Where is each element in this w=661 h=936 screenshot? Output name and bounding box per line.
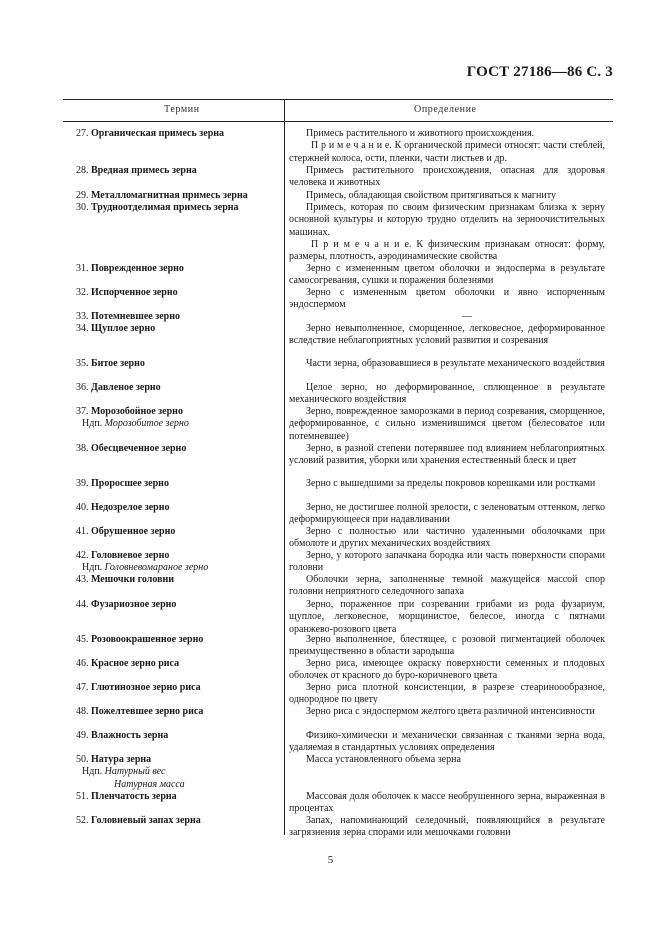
definition-cell bbox=[289, 730, 605, 755]
term-cell bbox=[76, 165, 281, 177]
table-header-rule bbox=[63, 121, 613, 122]
term-cell bbox=[76, 706, 281, 718]
definition-cell bbox=[289, 202, 605, 263]
definition-text: Зерно с вышедшими за пределы покровов корешками или ростками bbox=[306, 478, 596, 489]
column-header-term: Термин bbox=[164, 104, 200, 115]
deprecated-label: Ндп. bbox=[82, 766, 105, 778]
term-name: Пожелтевшее зерно риса bbox=[91, 706, 204, 717]
term-name: Вредная примесь зерна bbox=[91, 165, 197, 176]
term-name: Влажность зерна bbox=[91, 730, 169, 741]
term-number: 28. bbox=[76, 165, 91, 176]
term-cell bbox=[76, 287, 281, 299]
definition-cell bbox=[289, 358, 605, 370]
definition-text: Зерно, пораженное при созревании грибами из рода фузариум, щуплое, легковесное, морщинистое, белесое, иногда с пятнами оранжево-розового цвета bbox=[289, 599, 605, 635]
term-name: Трудноотделимая примесь зерна bbox=[91, 202, 239, 213]
definition-text: Физико-химически и механически связанная с тканями зерна вода, удаляемая в стандартных условиях определения bbox=[289, 730, 605, 754]
definition-text: Зерно риса с эндоспермом желтого цвета различной интенсивности bbox=[306, 706, 595, 717]
term-cell bbox=[76, 323, 281, 335]
term-name: Фузариозное зерно bbox=[91, 599, 177, 610]
definition-cell bbox=[289, 574, 605, 599]
term-name: Глютинозное зерно риса bbox=[91, 682, 201, 693]
term-name: Потемневшее зерно bbox=[91, 311, 181, 322]
definition-cell bbox=[289, 165, 605, 190]
page-number: 5 bbox=[327, 854, 334, 866]
deprecated-term: Натурный вес bbox=[104, 766, 166, 778]
term-number: 38. bbox=[76, 443, 91, 454]
term-name: Головневое зерно bbox=[91, 550, 170, 561]
definition-text: Зерно невыполненное, сморщенное, легковесное, деформированное вследствие неблагоприятных условий развития и созревания bbox=[289, 323, 605, 347]
term-name: Натура зерна bbox=[91, 754, 152, 765]
definition-cell bbox=[289, 815, 605, 840]
term-name: Проросшее зерно bbox=[91, 478, 169, 489]
term-number: 39. bbox=[76, 478, 91, 489]
definition-cell bbox=[289, 526, 605, 551]
definition-cell bbox=[289, 634, 605, 659]
term-name: Головневый запах зерна bbox=[91, 815, 201, 826]
term-cell bbox=[76, 263, 281, 275]
definition-cell bbox=[289, 263, 605, 288]
term-number: 47. bbox=[76, 682, 91, 693]
term-cell bbox=[76, 190, 281, 202]
term-cell bbox=[76, 815, 281, 827]
definition-text: Зерно с измененным цветом оболочки и эндосперма в результате самосогревания, сушки и поражения болезнями bbox=[289, 263, 605, 287]
definition-text: Запах, напоминающий селедочный, появляющийся в результате загрязнения зерна спорами или мешочками головни bbox=[289, 815, 605, 839]
definition-cell bbox=[289, 706, 605, 718]
deprecated-synonym bbox=[76, 766, 281, 778]
definition-note: П р и м е ч а н и е. К физическим признакам относят: форму, размеры, плотность, аэродинамические свойства bbox=[289, 238, 605, 263]
term-number: 30. bbox=[76, 202, 91, 213]
definition-cell bbox=[289, 128, 605, 165]
definition-cell bbox=[289, 478, 605, 490]
term-cell bbox=[76, 358, 281, 370]
term-cell bbox=[76, 754, 281, 791]
definition-cell bbox=[289, 382, 605, 407]
term-cell bbox=[76, 443, 281, 455]
definition-cell bbox=[289, 443, 605, 468]
definition-text: — bbox=[462, 311, 472, 322]
term-name: Розовоокрашенное зерно bbox=[91, 634, 204, 645]
definition-text: Зерно, поврежденное заморозками в период созревания, сморщенное, деформированное, с сильно изменившимся цветом (белесоватое или потемневшее) bbox=[289, 406, 605, 442]
term-cell bbox=[76, 550, 281, 575]
deprecated-synonym bbox=[76, 562, 281, 574]
term-number: 35. bbox=[76, 358, 91, 369]
definition-text: Зерно, в разной степени потерявшее под влиянием неблагоприятных условий развития, уборки или хранения естественный блеск и цвет bbox=[289, 443, 605, 467]
term-number: 37. bbox=[76, 406, 91, 417]
term-cell bbox=[76, 658, 281, 670]
definition-text: Зерно с измененным цветом оболочки и явно испорченным эндоспермом bbox=[289, 287, 605, 311]
definition-text: Зерно выполненное, блестящее, с розовой пигментацией оболочек преимущественно в области зародыша bbox=[289, 634, 605, 658]
definition-cell bbox=[289, 599, 605, 636]
definition-cell bbox=[289, 682, 605, 707]
term-name: Недозрелое зерно bbox=[91, 502, 170, 513]
term-name: Пленчатость зерна bbox=[91, 791, 177, 802]
definition-cell bbox=[289, 406, 605, 443]
definition-text: Зерно с полностью или частично удаленными оболочками при обмолоте и других механических воздействиях bbox=[289, 526, 605, 550]
term-number: 46. bbox=[76, 658, 91, 669]
deprecated-synonym bbox=[76, 779, 281, 791]
term-cell bbox=[76, 730, 281, 742]
term-number: 49. bbox=[76, 730, 91, 741]
term-name: Испорченное зерно bbox=[91, 287, 178, 298]
term-name: Битое зерно bbox=[91, 358, 145, 369]
column-divider bbox=[284, 99, 285, 835]
term-number: 34. bbox=[76, 323, 91, 334]
definition-text: Массовая доля оболочек к массе необрушенного зерна, выраженная в процентах bbox=[289, 791, 605, 815]
term-name: Морозобойное зерно bbox=[91, 406, 183, 417]
deprecated-term: Морозобитое зерно bbox=[104, 418, 189, 430]
term-number: 41. bbox=[76, 526, 91, 537]
deprecated-term: Головневомараное зерно bbox=[104, 562, 209, 574]
definition-text: Оболочки зерна, заполненные темной мажущейся массой спор головни неприятного селедочного запаха bbox=[289, 574, 605, 598]
term-number: 43. bbox=[76, 574, 91, 585]
term-number: 36. bbox=[76, 382, 91, 393]
definition-cell bbox=[289, 502, 605, 527]
definition-text: Части зерна, образовавшиеся в результате механического воздействия bbox=[306, 358, 605, 369]
term-cell bbox=[76, 128, 281, 140]
term-cell bbox=[76, 311, 281, 323]
deprecated-synonym bbox=[76, 418, 281, 430]
term-cell bbox=[76, 382, 281, 394]
definition-cell bbox=[289, 791, 605, 816]
definition-cell bbox=[289, 190, 605, 202]
definition-cell bbox=[289, 287, 605, 312]
definition-text: Зерно риса, имеющее окраску поверхности семенных и плодовых оболочек от красного до буро-коричневого цвета bbox=[289, 658, 605, 682]
deprecated-term: Натурная масса bbox=[114, 778, 185, 790]
term-number: 52. bbox=[76, 815, 91, 826]
term-number: 29. bbox=[76, 190, 91, 201]
term-cell bbox=[76, 634, 281, 646]
definition-text: Примесь растительного и животного происхождения. bbox=[306, 128, 535, 139]
definition-text: Примесь растительного происхождения, опасная для здоровья человека и животных bbox=[289, 165, 605, 189]
term-number: 51. bbox=[76, 791, 91, 802]
definition-text: Целое зерно, но деформированное, сплющенное в результате механического воздействия bbox=[289, 382, 605, 406]
term-name: Щуплое зерно bbox=[91, 323, 156, 334]
term-cell bbox=[76, 502, 281, 514]
term-name: Поврежденное зерно bbox=[91, 263, 184, 274]
term-number: 44. bbox=[76, 599, 91, 610]
definition-text: Примесь, обладающая свойством притягиваться к магниту bbox=[306, 190, 556, 201]
term-number: 42. bbox=[76, 550, 91, 561]
deprecated-label: Ндп. bbox=[82, 562, 105, 574]
term-name: Обесцвеченное зерно bbox=[91, 443, 187, 454]
term-name: Обрушенное зерно bbox=[91, 526, 176, 537]
term-cell bbox=[76, 202, 281, 214]
term-name: Металломагнитная примесь зерна bbox=[91, 190, 248, 201]
definition-text: Зерно риса плотной консистенции, в разрезе стеариноообразное, однородное по цвету bbox=[289, 682, 605, 706]
table-top-rule bbox=[63, 99, 613, 100]
term-name: Давленое зерно bbox=[91, 382, 161, 393]
definition-note: П р и м е ч а н и е. К органической примеси относят: части стеблей, стержней колоса, ости, пленки, части листьев и др. bbox=[289, 140, 605, 164]
term-cell bbox=[76, 599, 281, 611]
term-cell bbox=[76, 574, 281, 586]
term-cell bbox=[76, 791, 281, 803]
term-number: 33. bbox=[76, 311, 91, 322]
term-number: 31. bbox=[76, 263, 91, 274]
term-name: Органическая примесь зерна bbox=[91, 128, 225, 139]
term-number: 45. bbox=[76, 634, 91, 645]
term-cell bbox=[76, 526, 281, 538]
definition-cell bbox=[289, 658, 605, 683]
term-number: 27. bbox=[76, 128, 91, 139]
term-cell bbox=[76, 682, 281, 694]
definition-cell bbox=[289, 311, 605, 323]
definition-text: Зерно, не достигшее полной зрелости, с зеленоватым оттенком, легко деформирующееся при надавливании bbox=[289, 502, 605, 526]
term-cell bbox=[76, 406, 281, 431]
definition-text: Масса установленного объема зерна bbox=[306, 754, 461, 765]
term-cell bbox=[76, 478, 281, 490]
column-header-definition: Определение bbox=[414, 104, 477, 115]
term-number: 50. bbox=[76, 754, 91, 765]
term-number: 32. bbox=[76, 287, 91, 298]
definition-text: Зерно, у которого запачкана бородка или часть поверхности спорами головни bbox=[289, 550, 605, 574]
term-number: 48. bbox=[76, 706, 91, 717]
term-name: Мешочки головни bbox=[91, 574, 175, 585]
definition-cell bbox=[289, 323, 605, 348]
term-number: 40. bbox=[76, 502, 91, 513]
definition-cell bbox=[289, 754, 605, 766]
deprecated-label: Ндп. bbox=[82, 418, 105, 430]
term-name: Красное зерно риса bbox=[91, 658, 180, 669]
definition-text: Примесь, которая по своим физическим признакам близка к зерну основной культуры и которую трудно отделить на зерноочистительных машинах. bbox=[289, 202, 605, 238]
definition-cell bbox=[289, 550, 605, 575]
standard-header: ГОСТ 27186—86 С. 3 bbox=[466, 64, 613, 80]
